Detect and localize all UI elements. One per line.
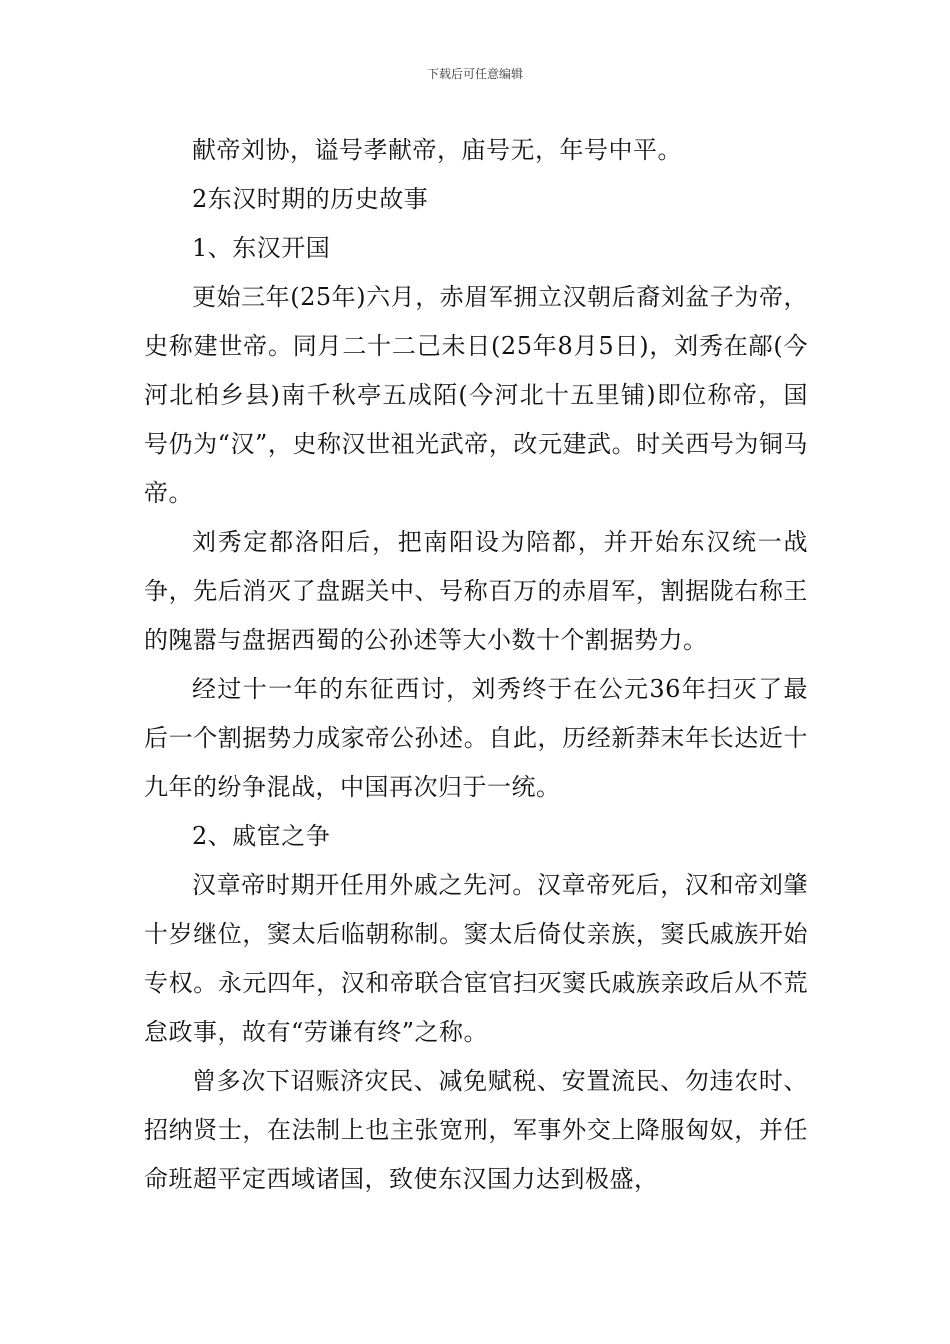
document-body	[144, 126, 808, 1204]
subheading-founding: 1、东汉开国	[192, 234, 331, 262]
paragraph-he-policies: 曾多次下诏赈济灾民、减免赋税、安置流民、勿违农时、招纳贤士，在法制上也主张宽刑，军事外交上降服匈奴，并任命班超平定西域诸国，致使东汉国力达到极盛，	[144, 1067, 808, 1193]
paragraph-founding: 更始三年(25年)六月，赤眉军拥立汉朝后裔刘盆子为帝，史称建世帝。同月二十二己未日(25年8月5日)，刘秀在鄗(今河北柏乡县)南千秋亭五成陌(今河北十五里铺)即位称帝，国号仍为“汉”，史称汉世祖光武帝，改元建武。时关西号为铜马帝。	[144, 283, 808, 507]
paragraph-consort-clans: 汉章帝时期开任用外戚之先河。汉章帝死后，汉和帝刘肇十岁继位，窦太后临朝称制。窦太后倚仗亲族，窦氏戚族开始专权。永元四年，汉和帝联合宦官扫灭窦氏戚族亲政后从不荒怠政事，故有“劳谦有终”之称。	[144, 871, 808, 1046]
paragraph-unification-war: 刘秀定都洛阳后，把南阳设为陪都，并开始东汉统一战争，先后消灭了盘踞关中、号称百万的赤眉军，割据陇右称王的隗嚣与盘据西蜀的公孙述等大小数十个割据势力。	[144, 528, 808, 654]
subheading-consort-eunuch: 2、戚宦之争	[192, 822, 331, 850]
paragraph-emperor-xian: 献帝刘协，谥号孝献帝，庙号无，年号中平。	[192, 136, 682, 164]
paragraph-reunification: 经过十一年的东征西讨，刘秀终于在公元36年扫灭了最后一个割据势力成家帝公孙述。自此，历经新莽末年长达近十九年的纷争混战，中国再次归于一统。	[144, 675, 808, 801]
page-header: 下载后可任意编辑	[426, 67, 523, 81]
section-heading-stories: 2东汉时期的历史故事	[192, 185, 429, 213]
